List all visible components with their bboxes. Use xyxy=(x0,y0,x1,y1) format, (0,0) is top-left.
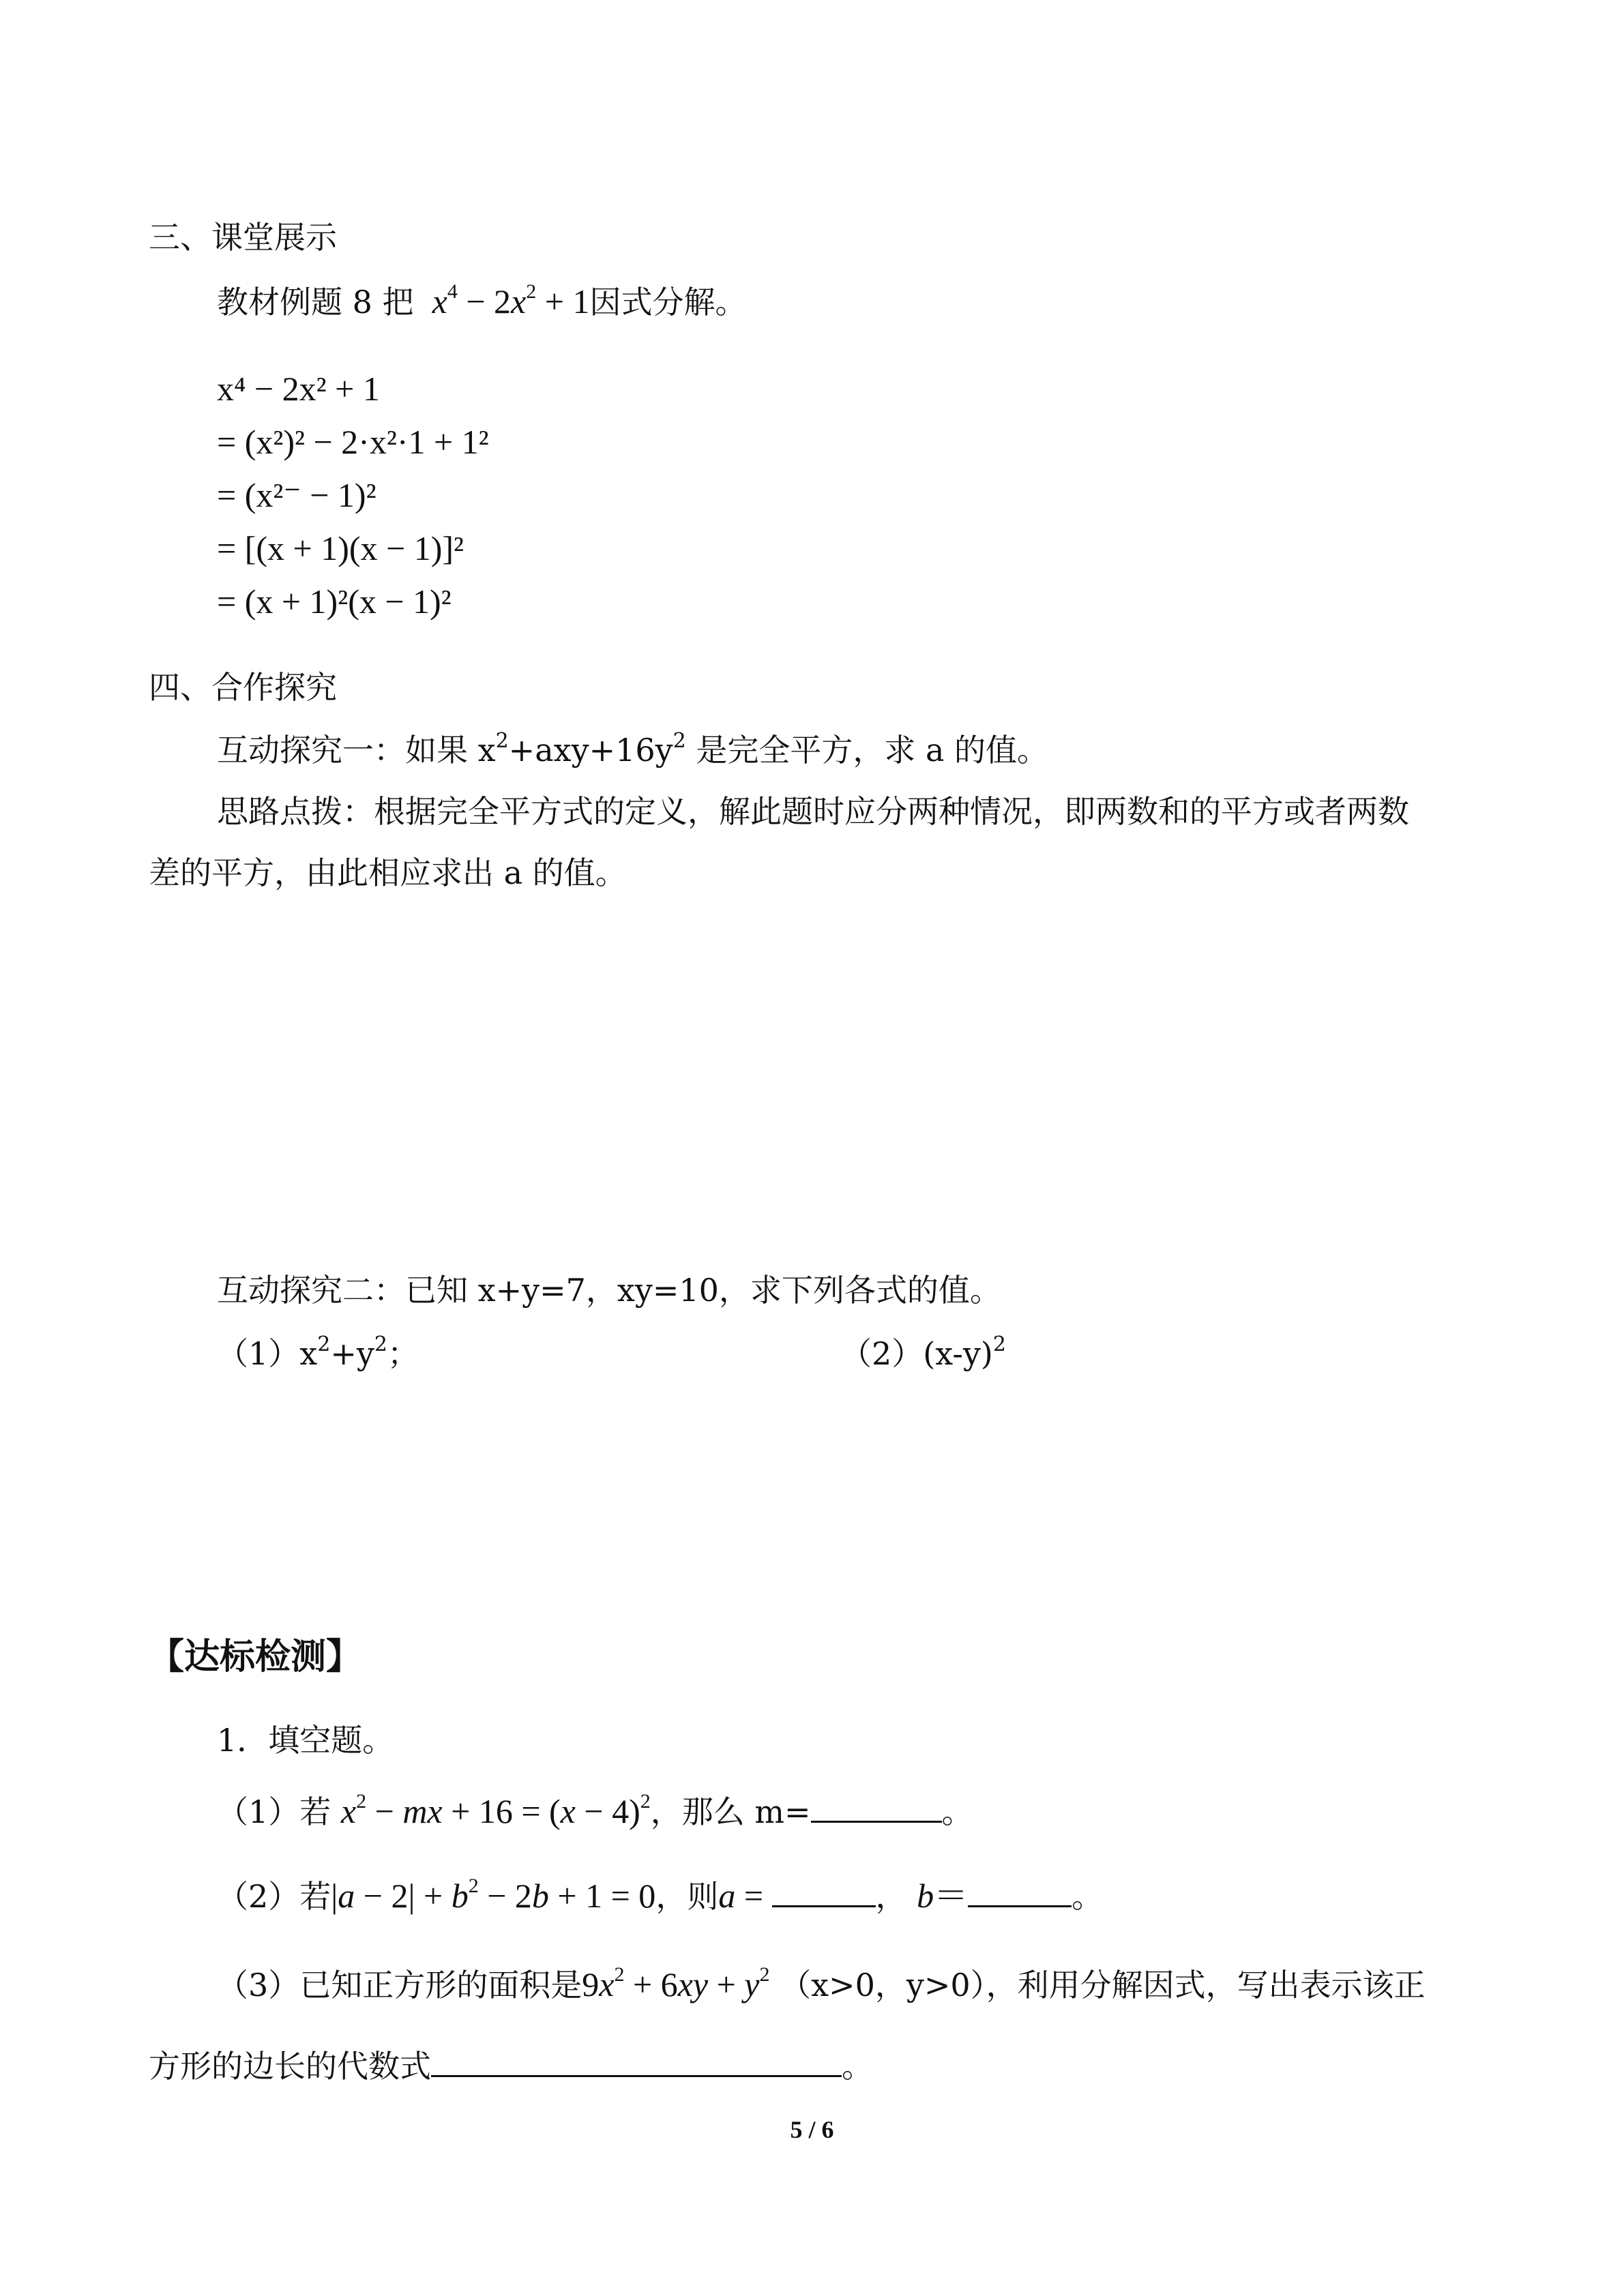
problem-1-equation: $x^2$ − mx + $16 = (x - 4)^2$ xyxy=(340,1790,651,1830)
answer-blank-side[interactable] xyxy=(431,2046,842,2077)
a-equals: a = xyxy=(718,1877,772,1915)
example-line xyxy=(217,281,746,323)
problem-2-sep: ， xyxy=(875,1878,907,1915)
answer-blank-a[interactable] xyxy=(772,1877,876,1907)
b-equals: b＝ xyxy=(917,1877,969,1915)
problem-1-prefix: （1）若 xyxy=(217,1793,331,1830)
item-1: 1．填空题。 xyxy=(217,1722,394,1759)
example-suffix: 因式分解。 xyxy=(589,284,747,320)
inquiry-two: 互动探究二：已知 x+y=7，xy=10，求下列各式的值。 xyxy=(217,1272,1001,1309)
hint-line-1: 思路点拨：根据完全平方式的定义，解此题时应分两种情况，即两数和的平方或者两数 xyxy=(217,793,1409,830)
solution-step: = (x + 1)²(x − 1)² xyxy=(217,582,452,621)
problem-3-end: 。 xyxy=(842,2048,873,2085)
problem-2-mid: ，则 xyxy=(655,1878,719,1915)
hint-line-2: 差的平方，由此相应求出 a 的值。 xyxy=(149,854,627,891)
problem-3-line2-text: 方形的边长的代数式 xyxy=(149,2048,431,2085)
problem-2-prefix: （2）若 xyxy=(217,1878,331,1915)
section-heading-3: 三、课堂展示 xyxy=(149,219,337,256)
example-expression: $x^4 - 2x^2 + 1$ xyxy=(432,280,590,320)
problem-2-equation: $|a - 2| + b^2 - 2b + 1 = 0$ xyxy=(331,1875,656,1915)
problem-3-line-2 xyxy=(149,2046,873,2087)
question-1-c: ； xyxy=(387,1335,419,1372)
inquiry-one-a: 互动探究一：如果 x xyxy=(217,732,496,769)
problem-3 xyxy=(217,1964,1426,2006)
page-number: 5 / 6 xyxy=(790,2116,834,2143)
solution-step: = [(x + 1)(x − 1)]² xyxy=(217,529,464,567)
area-expression: $9x^2 + 6xy + y^2$ xyxy=(582,1963,770,2003)
problem-1 xyxy=(217,1791,973,1832)
question-1: $(1)x^2+y^2$； xyxy=(217,1332,419,1372)
answer-blank-b[interactable] xyxy=(968,1877,1072,1907)
check-heading: 【达标检测】 xyxy=(149,1637,362,1678)
solution-step: = (x²)² − 2·x²·1 + 1² xyxy=(217,423,489,461)
problem-1-end: 。 xyxy=(941,1793,973,1830)
solution-step: x⁴ − 2x² + 1 xyxy=(217,370,380,408)
solution-step: = (x²⁻ − 1)² xyxy=(217,476,377,514)
question-1-a: （1）x xyxy=(217,1335,318,1372)
problem-3-condition: （x>0，y>0），利用分解因式，写出表示该正 xyxy=(780,1967,1426,2003)
inquiry-one-c: 是完全平方，求 a 的值。 xyxy=(696,732,1049,769)
problem-3-prefix: （3）已知正方形的面积是 xyxy=(217,1967,582,2003)
question-2: $(2)(x-y)^2$ xyxy=(840,1332,1006,1372)
question-2-text: （2）(x-y) xyxy=(840,1335,993,1372)
inquiry-one-b: +axy+16y xyxy=(508,732,673,769)
problem-2-end: 。 xyxy=(1072,1878,1104,1915)
answer-blank-m[interactable] xyxy=(811,1792,942,1823)
section-heading-4: 四、合作探究 xyxy=(149,669,337,706)
problem-2 xyxy=(217,1875,1103,1917)
problem-1-suffix: ，那么 m= xyxy=(650,1793,811,1830)
question-1-b: +y xyxy=(330,1335,374,1372)
inquiry-one: 互动探究一：如果 $x^2+axy+16y^2$ 是完全平方，求 a 的值。 xyxy=(217,728,1049,769)
example-intro: 教材例题 8 把 xyxy=(217,284,414,320)
